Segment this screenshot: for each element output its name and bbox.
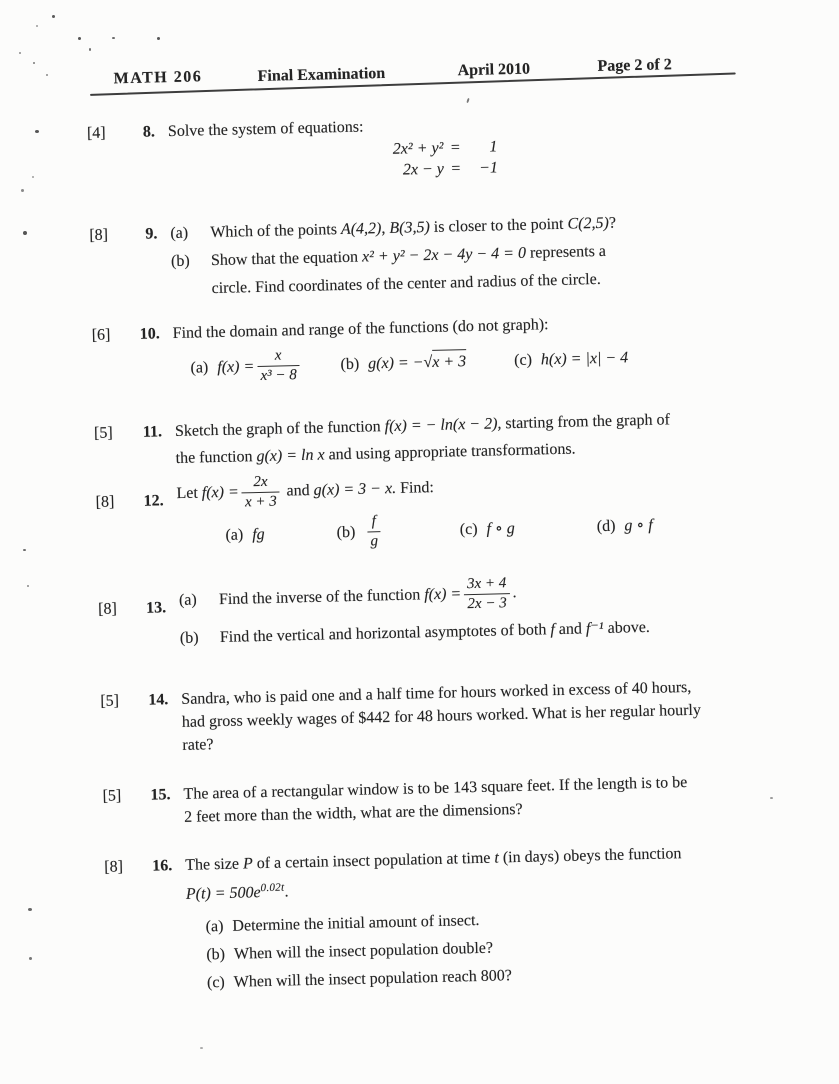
text-segment: Sandra, who is paid one and a half time for hours worked in excess of 40 hours,: [181, 678, 692, 708]
text-segment: .: [284, 883, 289, 901]
text-segment: (in days) obeys the function: [498, 845, 682, 867]
text-segment: Sketch the graph of the function: [174, 418, 385, 440]
fraction-denominator: x³ − 8: [257, 365, 300, 385]
exam-date: April 2010: [457, 60, 531, 80]
question-text: Solve the system of equations:: [167, 118, 364, 141]
math-population-function: P(t) = 500e: [185, 884, 261, 903]
text-segment: and: [554, 620, 587, 639]
text-segment: Find:: [395, 479, 435, 497]
math-g-compose-f: g ∘ f: [624, 516, 653, 534]
marks-badge: [5]: [100, 692, 120, 710]
scan-speck: [23, 549, 26, 551]
scan-speck: [157, 37, 160, 40]
question-number: 12.: [143, 492, 164, 510]
item-label-c: (c): [459, 520, 478, 538]
item-label-c: (c): [513, 351, 533, 369]
fraction-numerator: 3x + 4: [466, 575, 507, 593]
text-segment: above.: [603, 618, 651, 637]
fraction-denominator: 2x − 3: [464, 593, 510, 613]
math-function-g: g(x) = 3 − x.: [313, 479, 397, 499]
math-function-f: f(x) =: [424, 585, 462, 604]
question-text: Find the domain and range of the functions (do not graph):: [172, 316, 549, 343]
text-segment: circle. Find coordinates of the center and radius of the circle.: [211, 270, 601, 298]
question-number: 16.: [152, 857, 173, 875]
marks-badge: [5]: [102, 787, 122, 805]
question-number: 9.: [145, 225, 158, 243]
scan-speck: [46, 74, 48, 76]
page-content: [85, 34, 788, 1050]
operation-items: [177, 504, 777, 555]
part-label: (b): [206, 945, 226, 964]
question-number: 10.: [139, 325, 160, 343]
part-label: (a): [205, 917, 224, 936]
item-label-a: (a): [190, 358, 209, 377]
question-10: [91, 308, 772, 389]
question-number: 11.: [142, 423, 163, 441]
text-segment: rate?: [182, 736, 214, 754]
text-segment: Show that the equation: [210, 248, 363, 270]
equation-rhs: 1: [489, 138, 498, 156]
scan-speck: [21, 189, 24, 192]
part-b: [180, 613, 779, 651]
text-segment: and using appropriate transformations.: [324, 440, 576, 464]
math-point-c: C(2,5): [567, 214, 610, 233]
text-segment: ?: [608, 214, 617, 232]
math-fg: fg: [252, 525, 265, 543]
text-segment: The area of a rectangular window is to be 143 square feet. If the length is to be: [183, 774, 688, 803]
math-f: f: [550, 621, 556, 639]
part-a: [179, 569, 779, 620]
math-function-f: f(x) = − ln(x − 2),: [384, 415, 502, 436]
text-segment: starting from the graph of: [501, 411, 670, 433]
equals-sign: =: [451, 160, 461, 178]
text-segment: .: [512, 584, 517, 602]
math-point-b: B(3,5): [389, 218, 430, 237]
text-segment: represents a: [525, 242, 607, 262]
part-label: (b): [170, 252, 190, 271]
fraction: [464, 575, 510, 613]
text-segment: had gross weekly wages of $442 for 48 hours worked. What is her regular hourly: [181, 701, 702, 731]
marks-badge: [5]: [93, 424, 113, 442]
item-label-a: (a): [225, 525, 244, 544]
equation-lhs: 2x² + y²: [392, 139, 444, 158]
equals-sign: =: [450, 139, 461, 157]
part-text: When will the insect population reach 800?: [233, 967, 513, 991]
math-f-inverse: f⁻¹: [585, 619, 604, 638]
part-label: (c): [206, 973, 225, 992]
exam-title: Final Examination: [257, 64, 386, 85]
marks-badge: [6]: [91, 326, 111, 344]
equation-rhs: −1: [478, 159, 499, 177]
part-label: (a): [178, 591, 197, 610]
question-number: 14.: [148, 691, 169, 709]
item-label-d: (d): [596, 517, 616, 535]
fraction: [367, 513, 381, 550]
text-segment: Which of the points: [210, 221, 342, 242]
scan-speck: [112, 37, 115, 39]
scan-speck: [29, 957, 32, 960]
question-8: [87, 106, 768, 188]
fraction: [257, 347, 300, 385]
text-segment: Find the vertical and horizontal asymptotes of both: [219, 621, 551, 646]
scan-speck: [19, 52, 21, 54]
math-P: P: [242, 855, 253, 873]
item-label-b: (b): [340, 355, 360, 373]
question-12: [95, 462, 777, 557]
part-text: [211, 238, 607, 303]
fraction-denominator: g: [367, 531, 381, 550]
math-circle-equation: x² + y² − 2x − 4y − 4 = 0: [361, 244, 527, 266]
math-function-g: g(x) = −√: [367, 353, 433, 372]
part-label: (b): [179, 629, 199, 647]
part-label: (a): [170, 224, 189, 243]
text-segment: is closer to the point: [429, 215, 568, 236]
scan-speck: [78, 37, 81, 40]
text-segment: and: [282, 481, 314, 500]
radicand: x + 3: [432, 349, 466, 375]
scan-speck: [35, 130, 39, 133]
scan-speck: [23, 231, 27, 235]
marks-badge: [8]: [97, 600, 118, 618]
text-segment: ,: [381, 219, 390, 238]
question-9: [89, 206, 771, 306]
math-f-compose-g: f ∘ g: [486, 519, 516, 538]
part-text: Determine the initial amount of insect.: [232, 911, 480, 935]
scan-speck: [33, 62, 35, 64]
text-segment: The size: [185, 855, 244, 874]
item-label-b: (b): [336, 523, 356, 541]
scan-speck: [27, 585, 29, 587]
text-segment: the function: [175, 448, 257, 467]
math-function-f: f(x) =: [201, 483, 239, 502]
question-13: [98, 569, 779, 653]
math-t: t: [494, 849, 500, 867]
question-number: 13.: [145, 599, 167, 617]
math-function-g: g(x) = ln x: [256, 446, 325, 466]
question-number: 15.: [150, 786, 171, 804]
part-text: When will the insect population double?: [233, 939, 494, 963]
fraction-numerator: x: [274, 347, 282, 364]
question-14: [100, 674, 781, 759]
equation-system: [355, 130, 768, 182]
fraction: [241, 474, 280, 512]
scan-speck: [32, 176, 34, 178]
text-segment: 2 feet more than the width, what are the dimensions?: [183, 800, 523, 826]
math-exponent: 0.02t: [260, 881, 285, 895]
marks-badge: [8]: [89, 226, 109, 244]
math-point-a: A(4,2): [340, 220, 382, 239]
fraction-numerator: 2x: [253, 473, 268, 491]
page-number: Page 2 of 2: [597, 56, 672, 75]
text-segment: of a certain insect population at time: [252, 849, 495, 873]
question-16: [104, 840, 787, 998]
question-15: [102, 769, 783, 831]
fraction-denominator: x + 3: [242, 492, 280, 512]
text-segment: Let: [176, 484, 202, 503]
fraction-numerator: f: [371, 513, 377, 530]
marks-badge: [8]: [95, 493, 115, 511]
marks-badge: [4]: [86, 124, 106, 142]
scan-speck: [36, 25, 38, 27]
course-code: MATH 206: [113, 68, 203, 88]
question-number: 8.: [142, 123, 156, 141]
text-segment: Find the inverse of the function: [218, 586, 425, 609]
math-function-f: f(x) =: [217, 357, 255, 376]
marks-badge: [8]: [104, 858, 124, 876]
scan-speck: [28, 908, 32, 911]
equation-lhs: 2x − y: [402, 160, 445, 179]
math-function-h: h(x) = |x| − 4: [540, 348, 629, 368]
scan-speck: [52, 15, 55, 18]
